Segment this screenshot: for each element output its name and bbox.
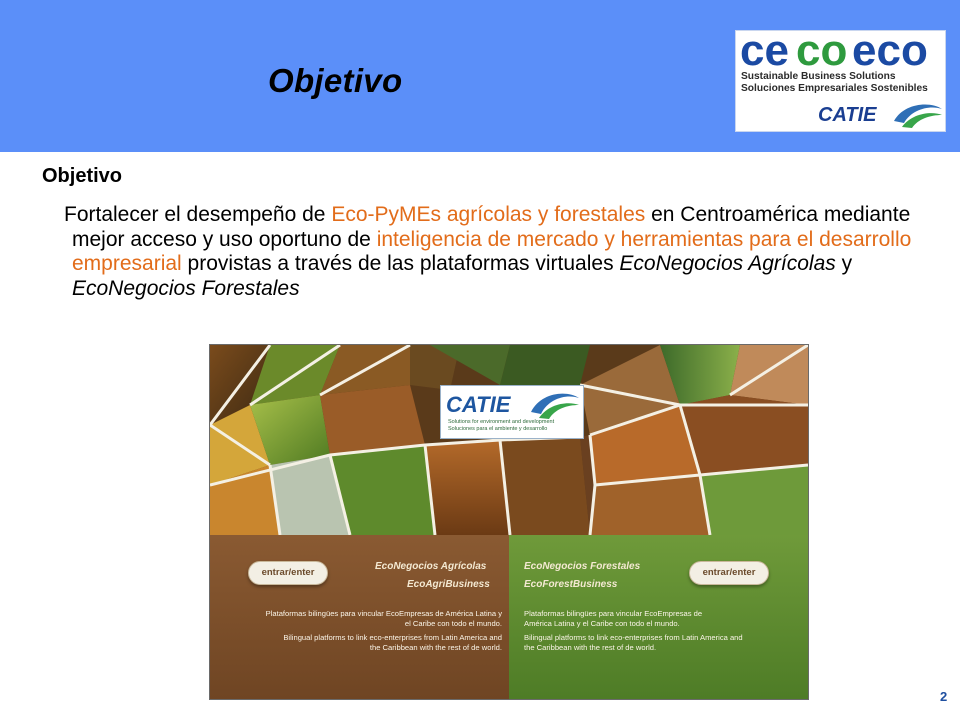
logo-tagline <box>741 71 928 95</box>
catie-card-logo <box>440 385 584 439</box>
agri-enter-button[interactable]: entrar/enter <box>248 561 328 585</box>
text-part: Fortalecer el desempeño de <box>64 203 332 226</box>
cecoeco-wordmark <box>740 31 940 71</box>
highlight-ecopymes: Eco-PyMEs agrícolas y forestales <box>331 203 646 226</box>
platform-agricolas: EcoNegocios Agrícolas <box>619 252 836 275</box>
catie-card-wordmark: CATIE <box>446 392 511 417</box>
forest-panel <box>509 535 808 699</box>
objective-paragraph <box>64 203 952 301</box>
forest-desc-es: Plataformas bilingües para vincular EcoEmpresas de América Latina y el Caribe con todo el mundo. <box>524 609 703 628</box>
econegocios-collage <box>209 344 809 700</box>
section-heading: Objetivo <box>42 165 123 187</box>
catie-swoosh-icon <box>890 101 944 129</box>
platform-forestales: EcoNegocios Forestales <box>72 276 300 300</box>
text-part: provistas a través de las plataformas virtuales <box>181 252 620 275</box>
agri-title-es: EcoNegocios Agrícolas <box>375 561 487 572</box>
cecoeco-logo <box>735 30 946 132</box>
catie-sub-en: Solutions for environment and development <box>448 419 555 425</box>
agri-desc-en: Bilingual platforms to link eco-enterprises from Latin America and the Caribbean with the rest of de world. <box>283 633 502 652</box>
catie-wordmark: CATIE <box>818 104 877 126</box>
tagline-en: Sustainable Business Solutions <box>741 71 896 82</box>
forest-title-en: EcoForestBusiness <box>524 579 618 590</box>
photo-mosaic <box>210 345 808 535</box>
catie-card-swoosh-icon <box>527 390 581 420</box>
catie-card-subtitle <box>448 419 554 432</box>
forest-desc-en: Bilingual platforms to link eco-enterprises from Latin America and the Caribbean with the rest of de world. <box>524 633 743 652</box>
page-number: 2 <box>940 689 948 704</box>
wordmark-ce: ce <box>740 31 789 71</box>
slide-header <box>0 0 960 152</box>
forest-title-es: EcoNegocios Forestales <box>524 561 641 572</box>
tagline-es: Soluciones Empresariales Sostenibles <box>741 83 928 94</box>
agri-desc-es: Plataformas bilingües para vincular EcoEmpresas de América Latina y el Caribe con todo el mundo. <box>265 609 502 628</box>
wordmark-eco: eco <box>852 31 928 71</box>
catie-sub-es: Soluciones para el ambiente y desarrollo <box>448 425 548 432</box>
slide-title: Objetivo <box>268 62 403 99</box>
wordmark-co: co <box>796 31 848 71</box>
catie-logo <box>818 101 942 129</box>
agri-title-en: EcoAgriBusiness <box>407 579 490 590</box>
forest-enter-button[interactable]: entrar/enter <box>689 561 769 585</box>
text-part: y <box>835 252 853 275</box>
agri-panel <box>210 535 509 699</box>
text-part: en Centroamérica mediante mejor acceso y uso oportuno de <box>72 203 911 251</box>
highlight-market-intelligence: inteligencia de mercado y herramientas para el desarrollo empresarial <box>72 227 912 275</box>
